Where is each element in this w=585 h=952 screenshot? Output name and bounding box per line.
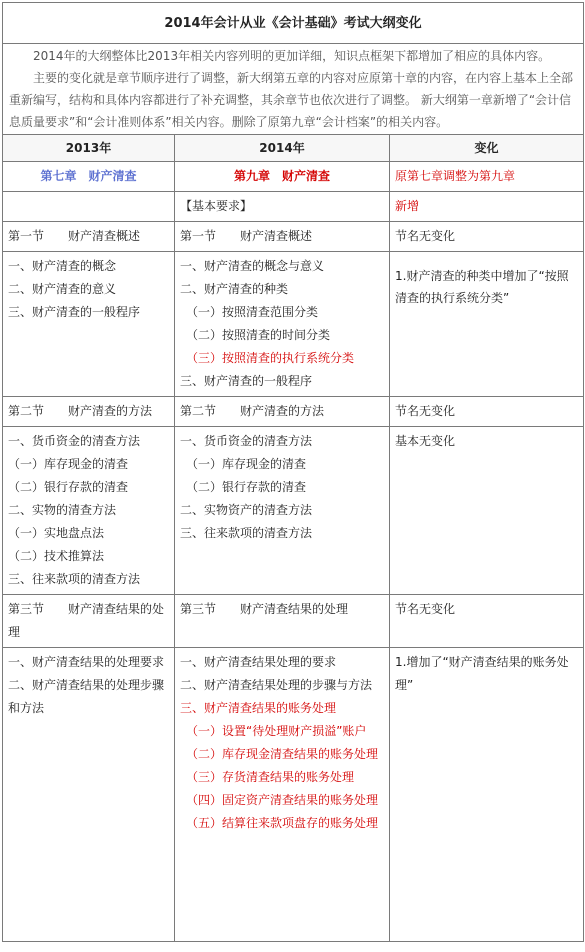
list-item: 三、财产清查的一般程序 — [8, 305, 141, 319]
section-change-note — [390, 252, 584, 397]
list-item: 三、往来款项的清查方法 — [8, 572, 141, 586]
list-item: 二、实物资产的清查方法 — [180, 503, 313, 517]
list-item: 三、往来款项的清查方法 — [180, 526, 313, 540]
list-item: （二）技术推算法 — [8, 549, 105, 563]
list-item: 二、财产清查结果处理的步骤与方法 — [180, 678, 373, 692]
header-change: 变化 — [390, 135, 584, 162]
intro-block — [3, 44, 584, 135]
list-item: 一、财产清查的概念 — [8, 259, 117, 273]
header-2013: 2013年 — [3, 135, 175, 162]
list-item: 一、财产清查的概念与意义 — [180, 259, 325, 273]
section-items-old — [3, 648, 175, 942]
basic-req-new: 【基本要求】 — [175, 192, 390, 222]
header-2014: 2014年 — [175, 135, 390, 162]
section-items-old — [3, 427, 175, 595]
section-title-new: 第一节 财产清查概述 — [175, 222, 390, 252]
list-item: （二）按照清查的时间分类 — [186, 328, 331, 342]
list-item-new: （一）设置“待处理财产损溢”账户 — [186, 724, 367, 738]
list-item: 二、财产清查的种类 — [180, 282, 289, 296]
section-title-old: 第一节 财产清查概述 — [3, 222, 175, 252]
list-item-new: 三、财产清查结果的账务处理 — [180, 701, 337, 715]
section-title-change: 节名无变化 — [390, 397, 584, 427]
list-item-new: （二）库存现金清查结果的账务处理 — [186, 747, 379, 761]
list-item-new: （五）结算往来款项盘存的账务处理 — [186, 816, 379, 830]
chapter-old: 第七章 财产清查 — [3, 162, 175, 192]
list-item: 一、货币资金的清查方法 — [180, 434, 313, 448]
list-item: （一）库存现金的清查 — [186, 457, 307, 471]
list-item: 一、财产清查结果处理的要求 — [180, 655, 337, 669]
list-item: 一、货币资金的清查方法 — [8, 434, 141, 448]
intro-paragraph: 主要的变化就是章节顺序进行了调整，新大纲第五章的内容对应原第十章的内容，在内容上基本上全部重新编写，结构和具体内容都进行了补充调整，其余章节也依次进行了调整。 新大纲第一章新增了“会计信息质量要求”和“会计准则体系”相关内容。删除了原第九章“会计档案”的相关内容。 — [9, 71, 574, 129]
syllabus-table — [2, 2, 584, 942]
list-item-new: （三）按照清查的执行系统分类 — [186, 351, 355, 365]
chapter-new: 第九章 财产清查 — [175, 162, 390, 192]
document-title: 2014年会计从业《会计基础》考试大纲变化 — [3, 3, 584, 44]
section-change-note: 基本无变化 — [390, 427, 584, 595]
section-title-change: 节名无变化 — [390, 222, 584, 252]
section-change-note — [390, 648, 584, 942]
list-item: （一）实地盘点法 — [8, 526, 105, 540]
list-item: 二、财产清查结果的处理步骤和方法 — [8, 678, 165, 715]
intro-paragraph: 2014年的大纲整体比2013年相关内容列明的更加详细，知识点框架下都增加了相应的具体内容。 — [33, 49, 551, 63]
section-title-change: 节名无变化 — [390, 595, 584, 648]
list-item-new: （四）固定资产清查结果的账务处理 — [186, 793, 379, 807]
list-item: （一）按照清查范围分类 — [186, 305, 319, 319]
basic-req-change: 新增 — [390, 192, 584, 222]
basic-req-old — [3, 192, 175, 222]
change-note: 1.财产清查的种类中增加了“按照清查的执行系统分类” — [395, 269, 569, 305]
change-note: 1.增加了“财产清查结果的账务处理” — [395, 655, 569, 692]
section-items-new — [175, 252, 390, 397]
list-item: （一）库存现金的清查 — [8, 457, 129, 471]
list-item: 一、财产清查结果的处理要求 — [8, 655, 165, 669]
list-item-new: （三）存货清查结果的账务处理 — [186, 770, 355, 784]
list-item: 二、财产清查的意义 — [8, 282, 117, 296]
section-items-new — [175, 427, 390, 595]
section-items-old — [3, 252, 175, 397]
list-item: （二）银行存款的清查 — [8, 480, 129, 494]
section-title-old: 第二节 财产清查的方法 — [3, 397, 175, 427]
section-title-new: 第三节 财产清查结果的处理 — [175, 595, 390, 648]
list-item: （二）银行存款的清查 — [186, 480, 307, 494]
section-title-old: 第三节 财产清查结果的处理 — [3, 595, 175, 648]
list-item: 三、财产清查的一般程序 — [180, 374, 313, 388]
section-title-new: 第二节 财产清查的方法 — [175, 397, 390, 427]
chapter-change: 原第七章调整为第九章 — [390, 162, 584, 192]
section-items-new — [175, 648, 390, 942]
list-item: 二、实物的清查方法 — [8, 503, 117, 517]
